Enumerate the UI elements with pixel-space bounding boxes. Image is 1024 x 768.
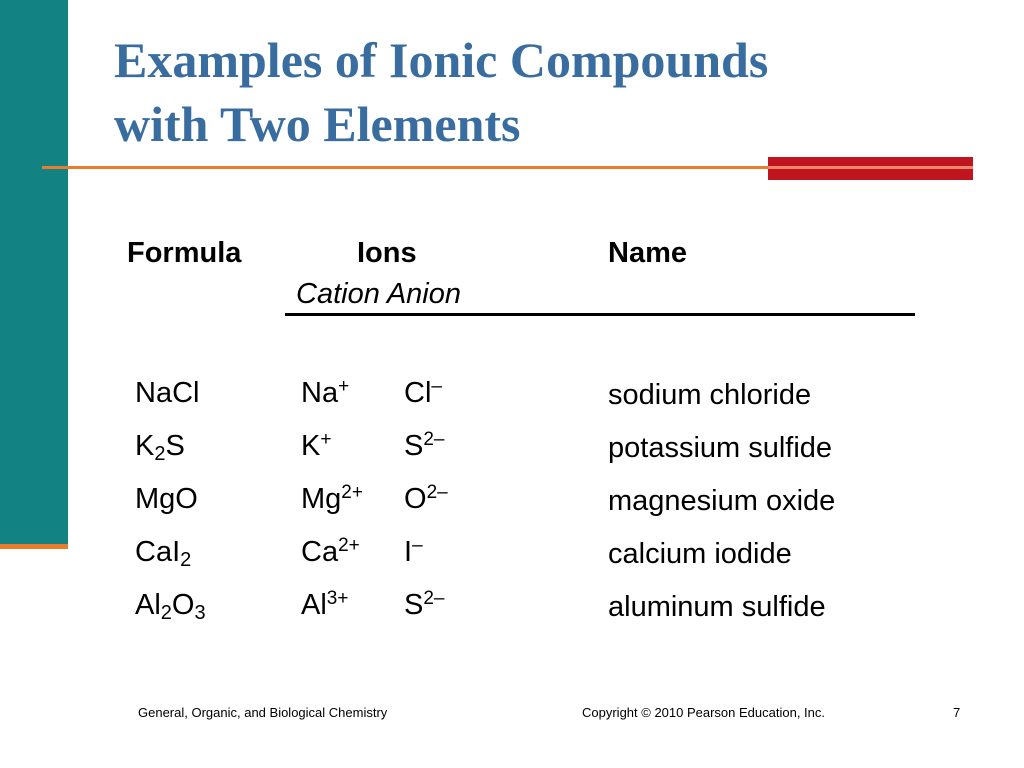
compound-name: aluminum sulfide: [608, 591, 826, 623]
slide-title: [114, 28, 994, 156]
formula-cell: [135, 428, 185, 464]
cation-cell: [301, 534, 360, 570]
title-accent-stripe: [768, 166, 973, 169]
anion-charge: –: [431, 376, 442, 397]
formula-subscript: 2: [154, 443, 166, 465]
anion-symbol: S: [404, 589, 424, 621]
cation-charge: +: [338, 376, 350, 397]
anion-charge: 2–: [426, 482, 448, 503]
subheader-cation: Cation: [296, 278, 380, 310]
formula-text: O: [171, 589, 195, 621]
anion-cell: [404, 534, 423, 570]
slide-title-line-2: with Two Elements: [114, 96, 521, 152]
cation-symbol: Mg: [301, 483, 342, 515]
anion-cell: [404, 481, 448, 517]
cation-symbol: Ca: [301, 536, 339, 568]
cation-cell: [301, 481, 363, 517]
cation-cell: [301, 375, 349, 411]
cation-charge: 3+: [326, 588, 349, 609]
header-formula: Formula: [127, 237, 242, 269]
compound-name: potassium sulfide: [608, 432, 833, 464]
cation-symbol: Na: [301, 377, 339, 409]
formula-text: S: [165, 430, 185, 462]
anion-cell: [404, 587, 444, 623]
formula-text: NaCl: [135, 377, 200, 409]
footer-page-number: 7: [953, 705, 961, 720]
anion-charge: 2–: [423, 429, 445, 450]
compound-name: magnesium oxide: [608, 485, 836, 517]
subheader-ions: [296, 276, 461, 312]
anion-symbol: I: [404, 536, 413, 568]
formula-cell: [135, 534, 191, 570]
anion-symbol: Cl: [404, 377, 432, 409]
footer-course-title: General, Organic, and Biological Chemistry: [138, 705, 388, 720]
formula-subscript: 2: [180, 549, 192, 571]
formula-cell: [135, 481, 198, 517]
anion-charge: 2–: [423, 588, 445, 609]
anion-symbol: S: [404, 430, 424, 462]
formula-subscript: 2: [160, 602, 172, 624]
compound-name: sodium chloride: [608, 379, 812, 411]
formula-subscript: 3: [194, 602, 206, 624]
formula-text: CaI: [135, 536, 181, 568]
cation-charge: +: [320, 429, 332, 450]
left-accent-bar: [0, 0, 68, 546]
cation-charge: 2+: [341, 482, 363, 503]
slide-title-line-1: Examples of Ionic Compounds: [114, 32, 769, 88]
formula-cell: [135, 375, 199, 411]
formula-cell: [135, 587, 206, 623]
header-name: Name: [608, 237, 687, 269]
anion-cell: [404, 428, 444, 464]
cation-symbol: Al: [301, 589, 327, 621]
header-ions: Ions: [357, 237, 417, 269]
cation-symbol: K: [301, 430, 321, 462]
anion-symbol: O: [404, 483, 427, 515]
left-accent-bar-edge: [0, 544, 68, 549]
formula-text: Al: [135, 589, 161, 621]
formula-text: MgO: [135, 483, 198, 515]
formula-text: K: [135, 430, 155, 462]
cation-cell: [301, 587, 348, 623]
cation-cell: [301, 428, 331, 464]
subheader-underline: [285, 313, 915, 316]
anion-cell: [404, 375, 442, 411]
anion-charge: –: [412, 535, 423, 556]
subheader-anion: Anion: [386, 278, 461, 310]
compound-name: calcium iodide: [608, 538, 792, 570]
footer-copyright: Copyright © 2010 Pearson Education, Inc.: [582, 705, 826, 720]
cation-charge: 2+: [338, 535, 360, 556]
